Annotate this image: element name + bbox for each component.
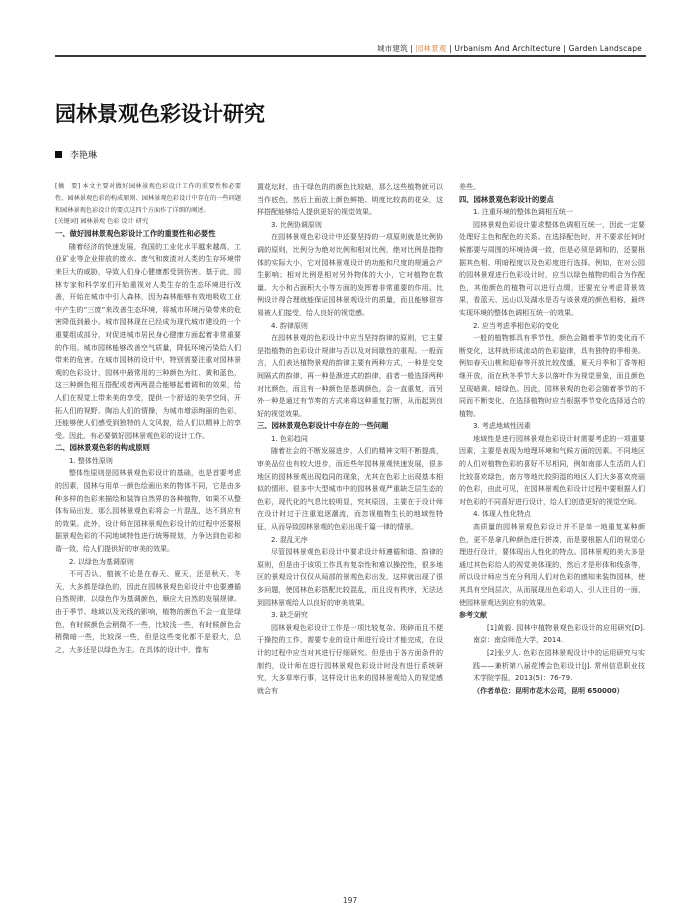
page-number: 197 xyxy=(342,896,358,905)
subsection-heading: 1. 整体性原则 xyxy=(69,456,113,465)
paragraph: 随着社会的不断发展进步，人们的精神文明不断提高，审美品位也有较大进步，而近些年园林景观快速发展，很多地区的园林景观出现趋同的现象，尤其在色彩上出现基本相似的情形。很多中大型城市中的园林景观严重缺乏层生态的色彩，现代化的气息比较明显，究其原因，主要在于设计师在设计时过于注重追逐潮流，而忽视植物生长的地域性特征，从而导致园林景观的色彩出现千篇一律的情景。 xyxy=(257,447,443,532)
subsection-heading: 1. 色彩趋同 xyxy=(271,434,308,443)
running-header xyxy=(377,43,642,54)
header-english-section: | Urbanism And Architecture | Garden Landscape xyxy=(449,44,642,53)
column-3 xyxy=(459,181,645,697)
subsection-heading: 3. 考虑地域性因素 xyxy=(473,422,531,431)
paragraph: 园林景观色彩设计工作是一项比较复杂、琐碎而且不便于操控的工作，需要专业的设计师进行设计才能完成，在设计的过程中应当对其进行仔细研究。但是由于各方面条件的制约，设计师在进行园林景观色彩设计时没有进行系统研究，大多草率行事，这样设计出来的园林景观给人的视觉感就会有 xyxy=(257,623,443,695)
keywords-text: 园林景观 色彩 设计 研究 xyxy=(80,218,149,226)
paragraph: 尽管园林景观色彩设计中要求设计师遵循和谐、韵律的原则，但是由于该项工作具有复杂性和难以操控性，很多地区的景观设计仅仅从局部的景观色彩出发，这样就出现了很多问题，使园林色彩搭配比较混乱，而且没有秩序，无法达到园林景观给人以良好的审美效果。 xyxy=(257,548,443,607)
section-heading-1: 一、做好园林景观色彩设计工作的重要性和必要性 xyxy=(55,229,216,239)
subsection-heading: 1. 注重环境的整体色调相互统一 xyxy=(473,208,573,217)
paragraph-continued: 置花坛时，由于绿色的的颜色比较暗，那么这些植物就可以当作底色，然后上面放上颜色鲜艳、明度比较高的花朵，这样搭配能够给人提供更好的视觉效果。 xyxy=(257,183,443,217)
keywords-label: [关键词] xyxy=(55,218,79,226)
paragraph: 地域性是进行园林景观色彩设计时需要考虑的一项重要因素，主要是表现为地理环境和气候方面的因素。不同地区的人们对植物色彩的喜好不尽相同，例如南部人生活的人们比较喜欢绿色，南方等地比较阴湿的地区人们大多喜欢亮丽的色彩，由此可见，在园林景观色彩设计过程中要根据人们对色彩的不同喜好进行设计，给人们创造更好的视觉空间。 xyxy=(459,434,645,506)
header-journal-name: 城市建筑 | xyxy=(376,44,414,53)
paragraph: 整体性原则是园林景观色彩设计的基础，也是首要考虑的因素，园林与用单一颜色绘画出来的物体不同，它是由多种多样的色彩来描绘和装饰自然界的各种植物，如果不从整体布局出发，那么园林景观色彩将会一片混乱，达不到应有的效果。此外，设计师在园林景观色彩设计的过程中还要根据景观色彩的不同地域特性进行统筹规划，力争达到色彩和谐一致，给人们提供好的审美的效果。 xyxy=(55,469,241,554)
paragraph: 在园林景观的色彩设计中应当坚持韵律的原则，它主要是指植物的色彩设计规律与否以及对间歇性的重视。一般而言，人们表达植物景观的韵律主要有两种方式，一种是交变间隔式的韵律，再一种是渐进式的韵律，前者一般选择两种对比颜色，而且有一种颜色是基调颜色，会一直重复，而另外一种是通过有节奏的方式来将这种重复打断，从而起到良好的视觉效果。 xyxy=(257,334,443,418)
column-2 xyxy=(257,181,443,697)
author-name: 李艳琳 xyxy=(70,151,98,161)
subsection-heading: 4. 韵律原则 xyxy=(271,321,308,330)
subsection-heading: 3. 缺乏研究 xyxy=(271,611,308,620)
reference-item: [1]黄毅. 园林中植物景观色彩设计的应用研究[D]. 南京：南京师范大学，2014. xyxy=(473,623,645,645)
subsection-heading: 4. 体现人性化特点 xyxy=(473,510,531,519)
subsection-heading: 2. 以绿色为基调原则 xyxy=(69,557,134,566)
paragraph: 高质量的园林景观色彩设计并不是单一地重复某种颜色，更不是拿几种颜色进行拼凑，而是要根据人们的视觉心理进行设计，要体现出人性化的特点。园林景观的美大多是通过其色彩给人的视觉美体现的，然后才是形体和线条等，所以设计师应当充分利用人们对色彩的感知来装饰园林，使其具有空间层次，从而展现出色彩动人、引人注目的一面，使园林景观达到应有的效果。 xyxy=(459,523,645,607)
header-section-name: 园林景观 xyxy=(415,44,447,53)
paragraph: 园林景观色彩设计要求整体色调相互统一，因此一定要处理好主色和配色的关系。在选择配色时，并不要求任何时候都要与周围的环境协调一致，但是必须是调和的，还要根据其色相、明暗程度以及色彩度进行选择。例如，在对公园的园林景观进行色彩设计时，应当以绿色植物的组合为作配色，其他颜色的植物可以进行点缀，还要充分考虑背景效果，看蓝天、远山以及湖水是否与该景观的颜色相称，最终实现环境的整体色调相互统一的效果。 xyxy=(459,220,645,317)
author-affiliation: （作者单位：昆明市花木公司，昆明 650000） xyxy=(473,686,624,695)
paragraph: 随着经济的快速发展，我国的工业化水平越来越高，工业矿业等企业排放的废水、废气和废渣对人类的生存环境带来巨大的威胁，导致人们身心健康都受到伤害。基于此，园林专家和科学家们开始重视对人类生存的生态环境进行改善，开始在城市中引入森林，因为森林能够有效地吸收工业中产生的“三废”来改善生态环境，将城市环境污染带来的危害降低到最小。城市园林现在已经成为现代城市建设的一个重要组成部分，对促进城市居民身心健康方面起着非常重要的作用。城市园林能够改善空气质量，降低环境污染给人们带来的危害。在城市园林的设计中，特别需要注重对园林景观的色彩设计，园林中最常用的三种颜色为红、黄和蓝色，这三种颜色相互搭配或者两两混合能够起着调和的效果，给人们在视觉上带来美的享受，提供一个舒适的美学空间，开拓人们的视野、陶冶人们的情操，为城市增添绚丽的色彩，还能够使人们感受到独特的人文风貌，给人们以精神上的享受。因此，有必要做好园林景观色彩的设计工作。 xyxy=(55,242,241,440)
header-rule xyxy=(55,55,646,57)
article-title: 园林景观色彩设计研究 xyxy=(55,102,265,126)
abstract xyxy=(55,181,241,216)
keywords xyxy=(55,216,241,228)
abstract-text: 本文主要对做好园林景观色彩设计工作的重要性和必要性、园林景观色彩的构成原则、园林景观色彩设计中存在的一些问题和园林景观色彩设计的要点这四个方面作了详细的阐述。 xyxy=(55,183,242,214)
references-heading: 参考文献 xyxy=(459,611,487,620)
paragraph: 在园林景观色彩设计中还要坚持的一项原则就是比例协调的原则，比例分为绝对比例和相对比例，绝对比例是指物体的实际大小，它对园林景观设计的功能和尺度的规通会产生影响；相对比例是相对另外物体的大小，它对植物在数量、大小和占面积大小等方面的发挥着非常重要的作用。比例设计得合理就能保证园林景观设计的质量，而且能够很容易被人们接受，给人良好的视觉感。 xyxy=(257,233,443,317)
paragraph: 一般的植物都具有季节性，颜色会随着季节的变化而不断变化，这样就形成流动的色彩旋律，具有独特的季相美。例如春天山桃和迎春等开放比较茂盛，夏天月季和丁香等相继开放，而在秋冬季节大多以落叶作为视觉景象，而且颜色呈现暗黄、暗绿色。因此，园林景观的色彩会随着季节的不同而不断变化，在选择植物时应当根据季节变化选择适合的植物。 xyxy=(459,334,645,418)
author-line xyxy=(55,148,97,161)
article-body xyxy=(55,181,646,861)
subsection-heading: 2. 混乱无序 xyxy=(271,535,308,544)
paragraph-continued: 差些。 xyxy=(459,183,480,191)
column-1 xyxy=(55,181,241,656)
paragraph: 不可否认，植被不论是在春天、夏天，还是秋天、冬天，大多都是绿色的，因此在园林景观色彩设计中也要遵循自然规律，以绿色作为基调颜色，顺应大自然的发展规律。由于季节、地域以及光线的影响，植物的颜色不会一直是绿色，有时候颜色会稍微不一些，比较浅一些，有时候颜色会稍微暗一些，比较深一些，但是这些变化都不是很大，总之，大多还是以绿色为主。在具体的设计中，像布 xyxy=(55,570,241,654)
abstract-label: [摘 要] xyxy=(55,183,81,190)
section-heading-2: 二、园林景观色彩的构成原则 xyxy=(55,443,150,453)
section-heading-3: 三、园林景观色彩设计中存在的一些问题 xyxy=(257,421,389,431)
section-heading-4: 四、园林景观色彩设计的要点 xyxy=(459,194,554,204)
author-bullet-square-icon xyxy=(55,151,62,158)
subsection-heading: 2. 应当考虑季相色彩的变化 xyxy=(473,321,559,330)
reference-item: [2]张夕人. 色彩在园林景观设计中的运用研究与实践——兼析第八届花博会色彩设计[J]. 常州信息职业技术学院学报，2013(5)：76-79. xyxy=(473,648,645,683)
subsection-heading: 3. 比例协调原则 xyxy=(271,220,322,229)
